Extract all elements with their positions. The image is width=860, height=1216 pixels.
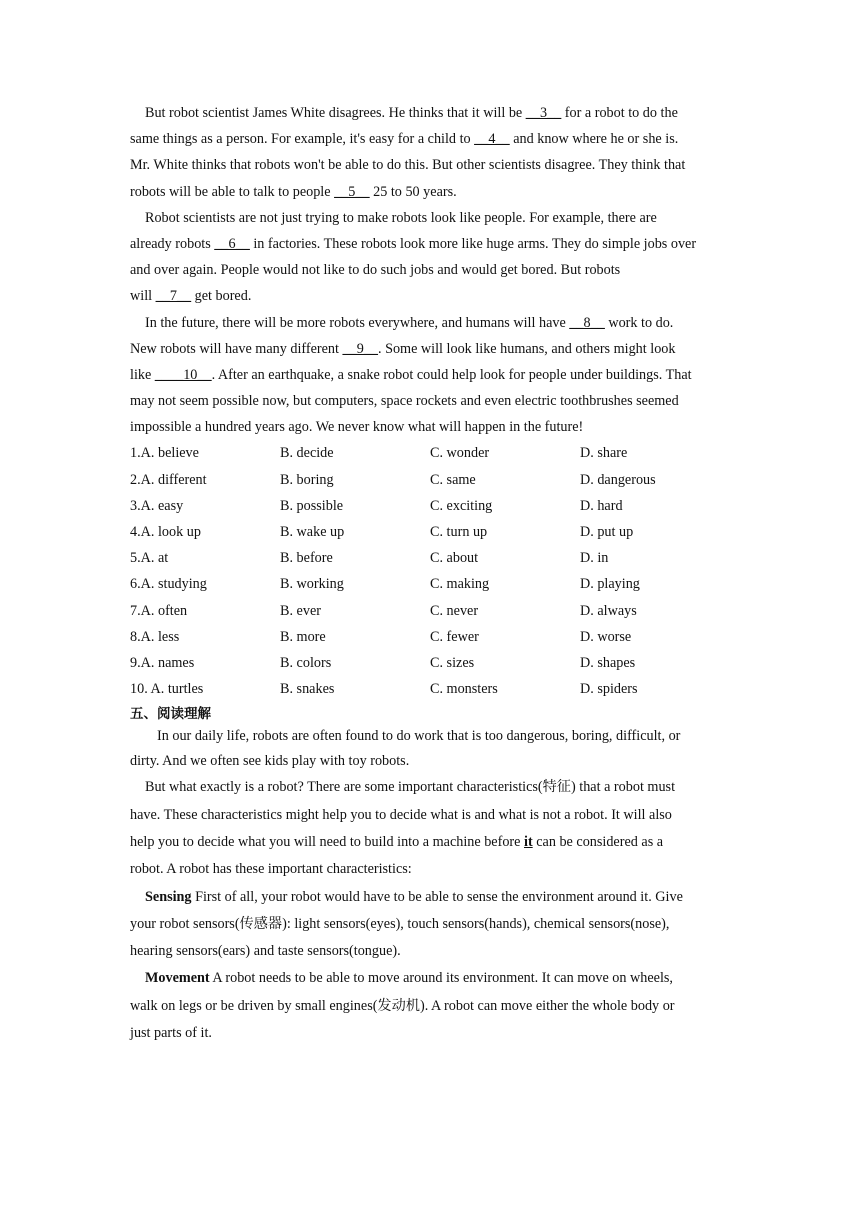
option-c: C. about: [430, 550, 479, 567]
passage-line: [130, 231, 730, 257]
option-c: C. making: [430, 576, 490, 593]
option-c: C. exciting: [430, 497, 493, 514]
passage-line: your robot sensors(传感器): light sensors(eyes), touch sensors(hands), chemical sensors(nose),: [130, 915, 670, 932]
option-c: C. sizes: [430, 654, 475, 671]
blank-9: __9__: [342, 340, 378, 357]
option-a: 3.A. easy: [130, 497, 184, 514]
option-b: B. ever: [280, 602, 321, 619]
document-page: [130, 100, 730, 1047]
passage-line: In our daily life, robots are often found to do work that is too dangerous, boring, difficult, or: [157, 728, 681, 745]
option-b: B. possible: [280, 497, 344, 514]
text: But robot scientist James White disagrees. He thinks that it will be: [145, 105, 526, 121]
text: In the future, there will be more robots everywhere, and humans will have: [145, 314, 570, 331]
text: help you to decide what you will need to build into a machine before: [130, 833, 524, 850]
movement-title: Movement: [145, 970, 210, 987]
passage-line: have. These characteristics might help you to decide what is and what is not a robot. It will also: [130, 806, 672, 823]
option-c: C. fewer: [430, 628, 479, 645]
passage-line: may not seem possible now, but computers, space rockets and even electric toothbrushes seemed: [130, 393, 679, 410]
text: work to do.: [604, 314, 674, 331]
passage-line: [130, 179, 730, 205]
blank-8: __8__: [569, 314, 605, 331]
option-b: B. more: [280, 628, 326, 645]
blank-6: __6__: [214, 235, 250, 252]
blank-7: __7__: [155, 288, 192, 305]
option-row: [130, 598, 730, 624]
option-d: D. spiders: [580, 681, 638, 698]
text: . After an earthquake, a snake robot could help look for people under buildings. That: [211, 366, 692, 383]
sensing-title: Sensing: [145, 888, 192, 905]
blank-4: __4__: [474, 131, 510, 148]
passage-line: impossible a hundred years ago. We never know what will happen in the future!: [130, 419, 584, 436]
option-b: B. colors: [280, 654, 332, 671]
option-c: C. wonder: [430, 445, 490, 462]
option-b: B. wake up: [280, 524, 345, 540]
passage-line: Mr. White thinks that robots won't be able to do this. But other scientists disagree. They think that: [130, 157, 686, 174]
option-b: B. working: [280, 576, 344, 593]
option-row: [130, 467, 730, 493]
option-d: D. worse: [580, 628, 632, 645]
option-a: 5.A. at: [130, 550, 169, 567]
passage-line: [130, 884, 730, 911]
text: . Some will look like humans, and others might look: [377, 340, 676, 357]
option-a: 7.A. often: [130, 602, 188, 619]
text: already robots: [130, 235, 215, 252]
text: and know where he or she is.: [509, 131, 679, 148]
passage-line: walk on legs or be driven by small engines(发动机). A robot can move either the whole body or: [130, 997, 675, 1014]
text: for a robot to do the: [561, 105, 678, 121]
underlined-word: it: [524, 833, 533, 850]
option-row: [130, 624, 730, 650]
option-a: 2.A. different: [130, 471, 207, 488]
option-a: 4.A. look up: [130, 524, 201, 540]
option-row: [130, 545, 730, 571]
passage-line: and over again. People would not like to do such jobs and would get bored. But robots: [130, 262, 621, 279]
option-d: D. share: [580, 445, 628, 462]
passage-line: [130, 126, 730, 152]
passage-line: Robot scientists are not just trying to make robots look like people. For example, there are: [145, 209, 657, 226]
option-d: D. playing: [580, 576, 640, 593]
passage-line: But what exactly is a robot? There are some important characteristics(特征) that a robot must: [145, 779, 676, 796]
option-row: [130, 440, 730, 466]
option-row: [130, 650, 730, 676]
option-c: C. never: [430, 602, 479, 619]
option-a: 1.A. believe: [130, 445, 199, 462]
text: can be considered as a: [532, 833, 664, 850]
option-a: 9.A. names: [130, 654, 195, 671]
passage-line: [130, 336, 730, 362]
passage-line: [130, 310, 730, 336]
option-d: D. shapes: [580, 654, 636, 671]
text: will: [130, 288, 156, 305]
text: New robots will have many different: [130, 340, 343, 357]
text: in factories. These robots look more like huge arms. They do simple jobs over: [249, 235, 697, 252]
text: like: [130, 366, 155, 383]
text: 25 to 50 years.: [369, 183, 457, 200]
passage-line: [130, 362, 730, 388]
passage-line: [130, 283, 730, 309]
option-c: C. turn up: [430, 524, 488, 540]
option-d: D. always: [580, 602, 637, 619]
passage-line: just parts of it.: [130, 1024, 212, 1041]
option-b: B. snakes: [280, 681, 335, 698]
passage-line: [130, 100, 730, 126]
option-a: 6.A. studying: [130, 576, 207, 593]
text: robots will be able to talk to people: [130, 183, 335, 200]
blank-5: __5__: [334, 183, 370, 200]
option-b: B. before: [280, 550, 333, 567]
section-heading: 五、阅读理解: [130, 706, 211, 723]
option-d: D. put up: [580, 524, 634, 540]
text: A robot needs to be able to move around its environment. It can move on wheels,: [209, 970, 673, 987]
option-d: D. dangerous: [580, 471, 656, 488]
option-a: 8.A. less: [130, 628, 180, 645]
blank-10: ____10__: [154, 366, 212, 383]
options-table: [130, 440, 730, 702]
text: get bored.: [191, 288, 252, 305]
passage-line: [130, 829, 730, 856]
option-row: [130, 676, 730, 702]
text: same things as a person. For example, it's easy for a child to: [130, 131, 475, 148]
blank-3: __3__: [525, 105, 562, 121]
option-b: B. decide: [280, 445, 334, 462]
option-a: 10. A. turtles: [130, 681, 204, 698]
option-c: C. monsters: [430, 681, 498, 698]
passage-line: robot. A robot has these important characteristics:: [130, 861, 412, 878]
option-c: C. same: [430, 471, 476, 488]
option-row: [130, 493, 730, 519]
passage-line: [130, 965, 730, 992]
option-row: [130, 571, 730, 597]
option-row: [130, 519, 730, 545]
option-b: B. boring: [280, 471, 334, 488]
text: First of all, your robot would have to be able to sense the environment around it. Give: [191, 888, 683, 905]
option-d: D. in: [580, 550, 609, 567]
option-d: D. hard: [580, 497, 623, 514]
passage-line: dirty. And we often see kids play with toy robots.: [130, 753, 410, 770]
passage-line: hearing sensors(ears) and taste sensors(tongue).: [130, 943, 401, 960]
